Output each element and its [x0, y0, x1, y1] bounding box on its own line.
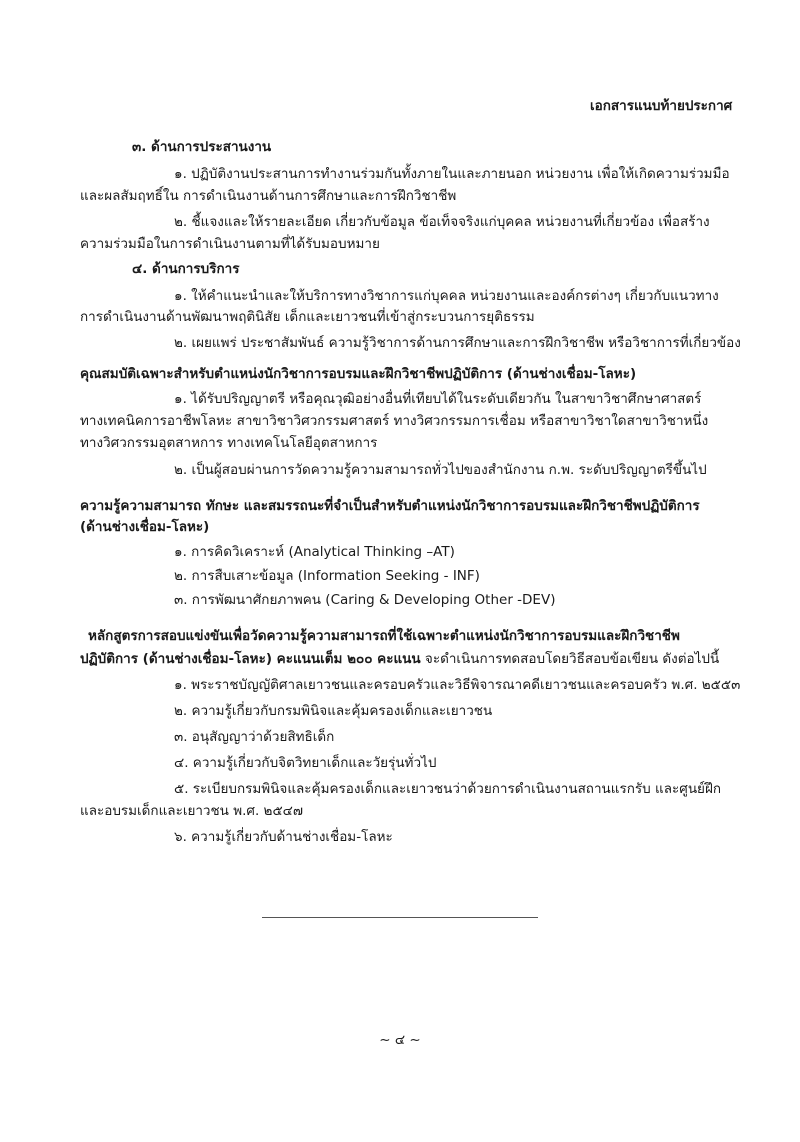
service-item-1-line-1: ๑. ให้คำแนะนำและให้บริการทางวิชาการแก่บุคคล หน่วยงานและองค์กรต่างๆ เกี่ยวกับแนวทาง: [174, 288, 719, 304]
curriculum-item-5-line-2: และอบรมเด็กและเยาวชน พ.ศ. ๒๕๔๗: [80, 803, 304, 819]
competencies-heading-line-1: ความรู้ความสามารถ ทักษะ และสมรรถนะที่จำเป็นสำหรับตำแหน่งนักวิชาการอบรมและฝึกวิชาชีพปฏิบัติการ: [80, 498, 700, 514]
service-item-1-line-2: การดำเนินงานด้านพัฒนาพฤตินิสัย เด็กและเยาวชนที่เข้าสู่กระบวนการยุติธรรม: [80, 309, 535, 325]
curriculum-item-3: ๓. อนุสัญญาว่าด้วยสิทธิเด็ก: [174, 729, 335, 745]
competencies-heading-line-2: (ด้านช่างเชื่อม-โลหะ): [80, 519, 210, 535]
coordination-item-1-line-1: ๑. ปฏิบัติงานประสานการทำงานร่วมกันทั้งภายในและภายนอก หน่วยงาน เพื่อให้เกิดความร่วมมือ: [174, 166, 730, 182]
competency-item-3: ๓. การพัฒนาศักยภาพคน (Caring & Developing Other -DEV): [174, 592, 556, 608]
curriculum-item-5-line-1: ๕. ระเบียบกรมพินิจและคุ้มครองเด็กและเยาวชนว่าด้วยการดำเนินงานสถานแรกรับ และศูนย์ฝึก: [174, 781, 722, 797]
competency-item-2: ๒. การสืบเสาะข้อมูล (Information Seeking - INF): [174, 568, 480, 584]
coordination-item-2-line-2: ความร่วมมือในการดำเนินงานตามที่ได้รับมอบหมาย: [80, 236, 380, 252]
qualifications-heading: คุณสมบัติเฉพาะสำหรับตำแหน่งนักวิชาการอบรมและฝึกวิชาชีพปฏิบัติการ (ด้านช่างเชื่อม-โลหะ): [80, 366, 637, 382]
curriculum-heading-rest: จะดำเนินการทดสอบโดยวิธีสอบข้อเขียน ดังต่อไปนี้: [420, 651, 720, 667]
service-heading: ๔. ด้านการบริการ: [132, 261, 240, 277]
curriculum-item-4: ๔. ความรู้เกี่ยวกับจิตวิทยาเด็กและวัยรุ่นทั่วไป: [174, 755, 437, 771]
qualifications-item-1-line-3: ทางวิศวกรรมอุตสาหการ ทางเทคโนโลยีอุตสาหการ: [80, 435, 378, 451]
coordination-item-2-line-1: ๒. ชี้แจงและให้รายละเอียด เกี่ยวกับข้อมูล ข้อเท็จจริงแก่บุคคล หน่วยงานที่เกี่ยวข้อง เพื่อสร้าง: [174, 214, 710, 230]
curriculum-heading-line-1: หลักสูตรการสอบแข่งขันเพื่อวัดความรู้ความสามารถที่ใช้เฉพาะตำแหน่งนักวิชาการอบรมและฝึกวิชาชีพ: [88, 628, 680, 644]
qualifications-item-1-line-2: ทางเทคนิคการอาชีพโลหะ สาขาวิชาวิศวกรรมศาสตร์ ทางวิศวกรรมการเชื่อม หรือสาขาวิชาใดสาขาวิชาหนึ่ง: [80, 413, 709, 429]
curriculum-item-1: ๑. พระราชบัญญัติศาลเยาวชนและครอบครัวและวิธีพิจารณาคดีเยาวชนและครอบครัว พ.ศ. ๒๕๕๓: [174, 677, 741, 693]
qualifications-item-2-line-1: ๒. เป็นผู้สอบผ่านการวัดความรู้ความสามารถทั่วไปของสำนักงาน ก.พ. ระดับปริญญาตรีขึ้นไป: [174, 462, 707, 478]
qualifications-item-1-line-1: ๑. ได้รับปริญญาตรี หรือคุณวุฒิอย่างอื่นที่เทียบได้ในระดับเดียวกัน ในสาขาวิชาศึกษาศาสตร์: [174, 391, 702, 407]
curriculum-heading-line-2: [80, 650, 719, 668]
competency-item-1: ๑. การคิดวิเคราะห์ (Analytical Thinking –AT): [174, 544, 455, 560]
coordination-item-1-line-2: และผลสัมฤทธิ์ใน การดำเนินงานด้านการศึกษาและการฝึกวิชาชีพ: [80, 188, 457, 204]
curriculum-item-2: ๒. ความรู้เกี่ยวกับกรมพินิจและคุ้มครองเด็กและเยาวชน: [174, 703, 493, 719]
end-divider: [262, 917, 538, 918]
service-item-2-line-1: ๒. เผยแพร่ ประชาสัมพันธ์ ความรู้วิชาการด้านการศึกษาและการฝึกวิชาชีพ หรือวิชาการที่เกี่ยวข้อง: [174, 335, 741, 351]
coordination-heading: ๓. ด้านการประสานงาน: [132, 139, 272, 155]
page-number: ~ ๔ ~: [379, 1032, 421, 1048]
curriculum-heading-bold: ปฏิบัติการ (ด้านช่างเชื่อม-โลหะ) คะแนนเต็ม ๒๐๐ คะแนน: [80, 651, 421, 667]
curriculum-item-6: ๖. ความรู้เกี่ยวกับด้านช่างเชื่อม-โลหะ: [174, 829, 393, 845]
annex-label: เอกสารแนบท้ายประกาศ: [590, 98, 733, 114]
